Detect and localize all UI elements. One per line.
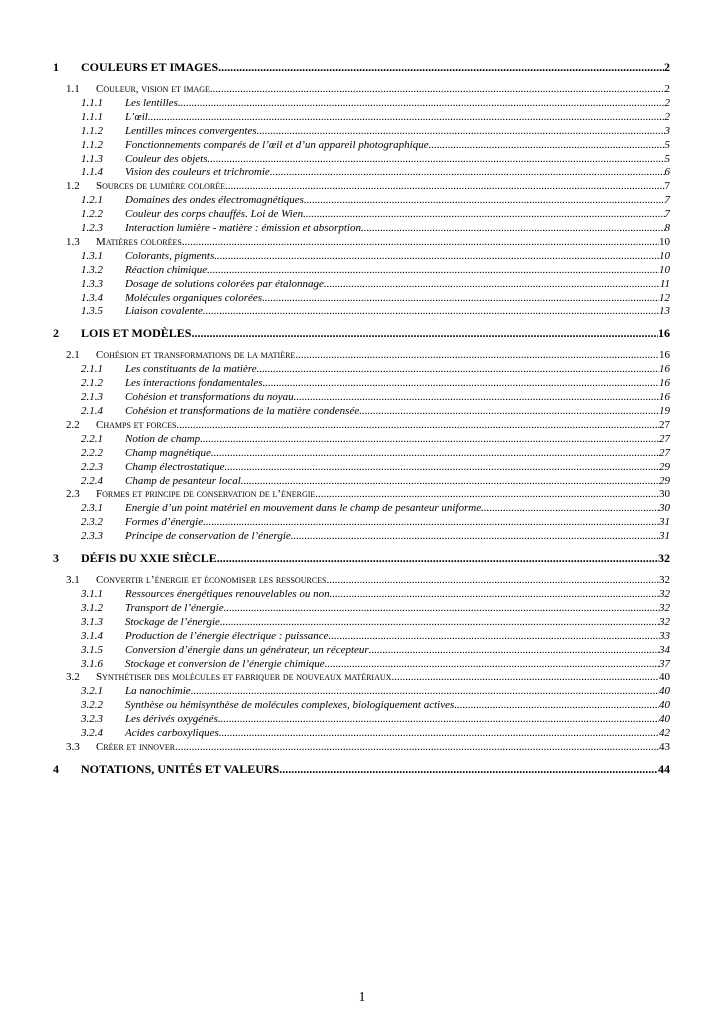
toc-entry-page[interactable]: 7 (664, 180, 670, 193)
toc-entry-number: 1 (53, 60, 59, 74)
toc-entry-title[interactable]: Les lentilles (125, 96, 178, 109)
toc-entry-number: 3.1.1 (81, 588, 103, 600)
toc-entry[interactable] (0, 277, 724, 291)
dot-leader (203, 515, 659, 529)
dot-leader (329, 629, 659, 643)
toc-entry-page[interactable]: 32 (659, 588, 670, 600)
dot-leader (454, 698, 659, 712)
dot-leader (304, 193, 665, 207)
toc-entry-title[interactable]: Les constituants de la matière (125, 363, 257, 376)
toc-entry-number: 1.3.3 (81, 277, 103, 290)
toc-entry-title[interactable]: Acides carboxyliques (125, 727, 219, 739)
dot-leader (175, 740, 659, 754)
toc-entry-title[interactable]: Stockage et conversion de l’énergie chimique (125, 657, 325, 670)
toc-entry-title[interactable]: Notion de champ (125, 432, 201, 445)
toc-entry-number: 3.1.6 (81, 657, 103, 670)
toc-entry[interactable] (0, 573, 724, 587)
toc-entry-line (81, 762, 670, 776)
toc-entry-line (96, 487, 670, 501)
toc-entry-page[interactable]: 33 (659, 629, 670, 642)
toc-entry-number: 2.2.3 (81, 460, 103, 473)
toc-entry-number: 3 (53, 551, 59, 566)
dot-leader (325, 657, 659, 671)
toc-entry[interactable] (0, 446, 724, 460)
toc-entry-number: 4 (53, 761, 59, 776)
toc-entry-page[interactable]: 16 (659, 349, 670, 362)
toc-entry[interactable] (0, 643, 724, 657)
toc-entry-number: 1.1.1 (81, 96, 103, 109)
toc-entry-line (96, 740, 670, 754)
dot-leader (303, 207, 664, 221)
toc-entry-page[interactable]: 32 (658, 551, 670, 566)
toc-entry-title[interactable]: Liaison covalente (125, 305, 203, 318)
toc-entry-page[interactable]: 44 (658, 761, 670, 776)
toc-entry-title[interactable]: Conversion d’énergie dans un générateur, un récepteur (125, 643, 369, 656)
dot-leader (330, 587, 659, 601)
toc-entry-line (125, 601, 670, 615)
toc-entry-line (125, 474, 670, 488)
toc-entry[interactable] (0, 82, 724, 96)
toc-entry-page[interactable]: 3 (664, 124, 670, 137)
dot-leader (217, 551, 658, 565)
toc-entry-title[interactable]: Créer et innover (96, 740, 176, 753)
toc-entry-number: 1.2.2 (81, 208, 103, 221)
toc-entry-page[interactable]: 40 (659, 699, 670, 712)
toc-entry-title[interactable]: Cohésion et transformations de la matière condensée (125, 405, 360, 417)
toc-entry-number: 1.3.4 (81, 291, 103, 304)
toc-entry-line (125, 529, 670, 543)
toc-entry-title[interactable]: Champs et forces (96, 418, 177, 431)
toc-entry-line (125, 263, 670, 277)
dot-leader (391, 670, 659, 684)
toc-entry-number: 1.1 (66, 83, 80, 95)
toc-entry-title[interactable]: Transport de l’énergie (125, 601, 224, 614)
toc-entry-page[interactable]: 7 (664, 194, 670, 207)
dot-leader (327, 573, 660, 587)
dot-leader (241, 474, 659, 488)
toc-entry-line (96, 670, 670, 684)
toc-entry-number: 3.2 (66, 671, 80, 684)
toc-entry[interactable] (0, 193, 724, 207)
toc-entry[interactable] (0, 221, 724, 235)
toc-entry-line (125, 362, 670, 376)
toc-entry-line (125, 110, 670, 124)
toc-entry-page[interactable]: 30 (659, 502, 670, 515)
dot-leader (270, 165, 665, 179)
toc-entry[interactable] (0, 291, 724, 305)
dot-leader (176, 418, 659, 432)
toc-entry-line (125, 629, 670, 643)
toc-entry[interactable] (0, 474, 724, 488)
dot-leader (191, 684, 659, 698)
toc-entry-number: 3.1.2 (81, 601, 103, 614)
toc-entry[interactable] (0, 515, 724, 529)
toc-entry-title[interactable]: Les interactions fondamentales (125, 377, 263, 390)
dot-leader (294, 390, 659, 404)
toc-entry-number: 2.3.2 (81, 516, 103, 529)
toc-entry[interactable] (0, 390, 724, 404)
toc-entry-line (125, 657, 670, 671)
toc-entry-number: 2.3 (66, 488, 80, 501)
dot-leader (369, 643, 659, 657)
toc-entry-line (125, 193, 670, 207)
toc-entry[interactable] (0, 207, 724, 221)
toc-entry[interactable] (0, 587, 724, 601)
toc-entry-number: 3.2.2 (81, 699, 103, 712)
toc-entry-number: 1.1.3 (81, 152, 103, 165)
toc-entry[interactable] (0, 249, 724, 263)
dot-leader (262, 291, 659, 305)
toc-entry[interactable] (0, 712, 724, 726)
toc-entry[interactable] (0, 179, 724, 193)
toc-entry-line (125, 501, 670, 515)
toc-entry-line (125, 587, 670, 601)
toc-entry-page[interactable]: 5 (664, 138, 670, 151)
toc-entry-page[interactable]: 29 (659, 460, 670, 473)
toc-entry-line (125, 291, 670, 305)
toc-entry-page[interactable]: 31 (659, 516, 670, 529)
toc-entry-title[interactable]: Lentilles minces convergentes (125, 124, 257, 137)
toc-entry-number: 2.2.2 (81, 446, 103, 459)
toc-entry-page[interactable]: 7 (664, 208, 670, 221)
toc-entry-page[interactable]: 34 (659, 643, 670, 656)
dot-leader (207, 263, 659, 277)
dot-leader (208, 152, 665, 166)
toc-entry-line (125, 138, 670, 152)
toc-entry-number: 1.1.4 (81, 166, 103, 179)
toc-entry-title[interactable]: Convertir l’énergie et économiser les ressources (96, 574, 327, 587)
toc-entry-line (81, 551, 670, 565)
toc-entry-page[interactable]: 10 (659, 235, 670, 248)
toc-entry[interactable] (0, 138, 724, 152)
toc-entry-line (96, 179, 670, 193)
toc-entry-number: 2.2.1 (81, 432, 103, 445)
toc-entry-title[interactable]: Domaines des ondes électromagnétiques (125, 194, 304, 207)
dot-leader (315, 487, 659, 501)
toc-entry-number: 3.2.1 (81, 685, 103, 698)
toc-entry[interactable] (0, 670, 724, 684)
toc-entry-number: 3.1.5 (81, 643, 103, 656)
toc-entry-line (125, 515, 670, 529)
toc-entry[interactable] (0, 762, 724, 776)
toc-entry-title[interactable]: Champ électrostatique (125, 460, 225, 473)
toc-entry[interactable] (0, 529, 724, 543)
toc-entry-page[interactable]: 13 (659, 305, 670, 318)
dot-leader (182, 235, 659, 249)
toc-entry-title[interactable]: Stockage de l’énergie (125, 615, 220, 628)
toc-entry-number: 1.3 (66, 235, 80, 248)
toc-entry-number: 3.2.4 (81, 727, 103, 739)
toc-entry-number: 3.2.3 (81, 713, 103, 726)
toc-entry-title[interactable]: Réaction chimique (125, 263, 208, 276)
toc-entry-page[interactable]: 29 (659, 474, 670, 487)
toc-entry-number: 1.2.1 (81, 194, 103, 207)
dot-leader (225, 460, 660, 474)
toc-entry-title[interactable]: Cohésion et transformations de la matière (96, 349, 296, 362)
toc-entry-page[interactable]: 43 (659, 740, 670, 753)
toc-entry-line (125, 643, 670, 657)
toc-entry-number: 1.1.1 (81, 110, 103, 123)
dot-leader (219, 726, 659, 740)
dot-leader (295, 348, 659, 362)
toc-entry-page[interactable]: 2 (664, 60, 670, 74)
toc-entry-title[interactable]: NOTATIONS, UNITÉS ET VALEURS (81, 761, 280, 776)
dot-leader (178, 96, 665, 110)
toc-entry-number: 1.3.5 (81, 305, 103, 318)
toc-entry-page[interactable]: 32 (659, 615, 670, 628)
toc-entry-page[interactable]: 6 (664, 166, 670, 179)
toc-entry-page[interactable]: 19 (659, 405, 670, 417)
toc-entry-line (125, 698, 670, 712)
toc-entry-page[interactable]: 27 (659, 432, 670, 445)
toc-entry[interactable] (0, 615, 724, 629)
dot-leader (324, 277, 660, 291)
toc-entry-page[interactable]: 40 (659, 685, 670, 698)
toc-entry-line (125, 124, 670, 138)
toc-entry-number: 3.1.4 (81, 629, 103, 642)
toc-entry-line (125, 615, 670, 629)
toc-entry-page[interactable]: 10 (659, 263, 670, 276)
toc-entry[interactable] (0, 152, 724, 166)
dot-leader (218, 60, 664, 74)
toc-entry[interactable] (0, 726, 724, 740)
toc-entry-title[interactable]: Couleur des corps chauffés. Loi de Wien (125, 208, 304, 221)
toc-entry-title[interactable]: Dosage de solutions colorées par étalonnage (125, 277, 324, 290)
dot-leader (200, 432, 659, 446)
toc-entry-line (125, 404, 670, 418)
toc-entry-title[interactable]: Formes et principe de conservation de l’énergie (96, 488, 316, 501)
toc-entry-page[interactable]: 16 (659, 363, 670, 376)
toc-entry[interactable] (0, 551, 724, 565)
dot-leader (291, 529, 659, 543)
toc-entry-title[interactable]: Fonctionnements comparés de l’œil et d’un appareil photographique (125, 138, 429, 151)
toc-entry-page[interactable]: 31 (659, 530, 670, 543)
dot-leader (220, 615, 659, 629)
dot-leader (210, 82, 665, 96)
toc-entry-line (125, 221, 670, 235)
toc-entry-line (125, 249, 670, 263)
toc-entry-number: 1.2.3 (81, 222, 103, 234)
toc-entry-title[interactable]: Couleur, vision et image (96, 83, 210, 95)
toc-entry[interactable] (0, 657, 724, 671)
toc-entry-title[interactable]: Matières colorées (96, 235, 182, 248)
toc-entry-title[interactable]: DÉFIS DU XXIE SIÈCLE (81, 551, 217, 566)
toc-entry-page[interactable]: 40 (659, 671, 670, 684)
toc-entry-number: 2.1.1 (81, 363, 103, 376)
toc-entry-page[interactable]: 30 (659, 488, 670, 501)
toc-entry-page[interactable]: 16 (659, 391, 670, 404)
toc-entry-page[interactable]: 5 (664, 152, 670, 165)
toc-entry-number: 3.3 (66, 740, 80, 753)
toc-entry-page[interactable]: 16 (659, 377, 670, 390)
toc-entry-number: 2.3.3 (81, 530, 103, 543)
toc-entry-title[interactable]: Formes d’énergie (125, 516, 204, 529)
toc-entry-title[interactable]: Interaction lumière - matière : émission et absorption (125, 222, 361, 234)
toc-entry-title[interactable]: Vision des couleurs et trichromie (125, 166, 270, 179)
toc-entry-page[interactable]: 27 (659, 446, 670, 459)
toc-entry-title[interactable]: Ressources énergétiques renouvelables ou non (125, 588, 330, 600)
toc-entry[interactable] (0, 124, 724, 138)
dot-leader (481, 501, 659, 515)
toc-entry[interactable] (0, 263, 724, 277)
toc-entry-number: 2.2 (66, 418, 80, 431)
toc-entry-title[interactable]: Colorants, pigments (125, 249, 215, 262)
toc-entry-page[interactable]: 2 (664, 96, 670, 109)
toc-entry[interactable] (0, 362, 724, 376)
dot-leader (279, 762, 658, 776)
dot-leader (218, 712, 659, 726)
toc-entry-line (125, 277, 670, 291)
toc-entry-page[interactable]: 8 (664, 222, 670, 234)
toc-entry-number: 2.1.3 (81, 391, 103, 404)
dot-leader (361, 221, 665, 235)
toc-entry-number: 2.2.4 (81, 474, 103, 487)
page-number: 1 (358, 990, 366, 1005)
dot-leader (224, 601, 659, 615)
toc-entry-page[interactable]: 42 (659, 727, 670, 739)
toc-entry-title[interactable]: Production de l’énergie électrique : puissance (125, 629, 329, 642)
toc-entry-line (96, 348, 670, 362)
toc-entry[interactable] (0, 601, 724, 615)
toc-entry-line (125, 165, 670, 179)
toc-entry[interactable] (0, 418, 724, 432)
toc-entry-number: 3.1.3 (81, 615, 103, 628)
toc-entry-title[interactable]: Principe de conservation de l’énergie (125, 530, 291, 543)
toc-entry-number: 1.3.2 (81, 263, 103, 276)
toc-entry-page[interactable]: 32 (659, 601, 670, 614)
dot-leader (429, 138, 665, 152)
toc-entry-number: 2 (53, 326, 59, 341)
toc-entry-number: 1.1.2 (81, 138, 103, 151)
toc-entry[interactable] (0, 460, 724, 474)
toc-entry-page[interactable]: 2 (664, 110, 670, 123)
toc-entry[interactable] (0, 110, 724, 124)
toc-entry-line (125, 207, 670, 221)
toc-entry-line (125, 376, 670, 390)
toc-entry-page[interactable]: 10 (659, 249, 670, 262)
toc-entry-line (125, 712, 670, 726)
toc-entry[interactable] (0, 304, 724, 318)
toc-entry[interactable] (0, 60, 724, 74)
toc-entry-number: 2.1.2 (81, 377, 103, 390)
dot-leader (263, 376, 660, 390)
toc-entry-title[interactable]: Champ magnétique (125, 446, 211, 459)
toc-entry-title[interactable]: Cohésion et transformations du noyau (125, 391, 294, 404)
toc-entry-title[interactable]: Synthétiser des molécules et fabriquer de nouveaux matériaux (96, 671, 392, 684)
toc-entry[interactable] (0, 96, 724, 110)
toc-entry[interactable] (0, 698, 724, 712)
toc-entry[interactable] (0, 740, 724, 754)
toc-entry-line (81, 60, 670, 74)
toc-entry-line (125, 304, 670, 318)
toc-entry[interactable] (0, 501, 724, 515)
dot-leader (203, 304, 659, 318)
toc-entry-title[interactable]: La nanochimie (125, 685, 191, 698)
toc-entry-line (125, 152, 670, 166)
dot-leader (211, 446, 659, 460)
toc-entry-line (81, 326, 670, 340)
toc-entry-line (96, 418, 670, 432)
toc-entry-title[interactable]: Sources de lumière colorée (96, 180, 226, 193)
dot-leader (257, 362, 659, 376)
toc-entry-title[interactable]: L’œil (125, 110, 148, 123)
dot-leader (359, 404, 659, 418)
toc-entry-title[interactable]: Energie d’un point matériel en mouvement dans le champ de pesanteur uniforme (125, 502, 482, 515)
toc-entry[interactable] (0, 326, 724, 340)
toc-entry-title[interactable]: LOIS ET MODÈLES (81, 326, 192, 341)
toc-entry-page[interactable]: 27 (659, 418, 670, 431)
toc-entry-page[interactable]: 11 (659, 277, 670, 290)
toc-entry-line (125, 460, 670, 474)
dot-leader (148, 110, 665, 124)
toc-entry-page[interactable]: 2 (664, 83, 670, 95)
toc-entry-line (125, 390, 670, 404)
toc-entry-number: 2.3.1 (81, 502, 103, 515)
toc-entry-number: 1.2 (66, 180, 80, 193)
toc-entry-title[interactable]: Les dérivés oxygénés (125, 713, 218, 726)
dot-leader (225, 179, 664, 193)
toc-entry-title[interactable]: Molécules organiques colorées (125, 291, 263, 304)
toc-entry-number: 3.1 (66, 574, 80, 587)
dot-leader (191, 326, 658, 340)
toc-entry-number: 2.1.4 (81, 405, 103, 417)
toc-entry-line (125, 96, 670, 110)
toc-entry-number: 1.3.1 (81, 249, 103, 262)
toc-entry-page[interactable]: 16 (658, 326, 670, 341)
toc-entry[interactable] (0, 165, 724, 179)
dot-leader (214, 249, 659, 263)
toc-entry[interactable] (0, 235, 724, 249)
toc-entry[interactable] (0, 684, 724, 698)
toc-entry[interactable] (0, 629, 724, 643)
toc-entry-line (125, 726, 670, 740)
toc-entry-page[interactable]: 12 (659, 291, 670, 304)
toc-entry-page[interactable]: 37 (659, 657, 670, 670)
toc-entry-title[interactable]: COULEURS ET IMAGES (81, 60, 219, 74)
toc-entry-line (125, 432, 670, 446)
toc-entry[interactable] (0, 487, 724, 501)
toc-entry-title[interactable]: Synthèse ou hémisynthèse de molécules complexes, biologiquement actives (125, 699, 455, 712)
toc-entry-line (125, 446, 670, 460)
toc-entry[interactable] (0, 376, 724, 390)
toc-entry[interactable] (0, 432, 724, 446)
toc-entry-page[interactable]: 32 (659, 574, 670, 587)
toc-entry-line (125, 684, 670, 698)
toc-entry-page[interactable]: 40 (659, 713, 670, 726)
toc-entry-number: 2.1 (66, 349, 80, 362)
toc-entry-line (96, 573, 670, 587)
toc-entry[interactable] (0, 404, 724, 418)
toc-entry-number: 1.1.2 (81, 124, 103, 137)
toc-entry-line (96, 235, 670, 249)
toc-entry-title[interactable]: Couleur des objets (125, 152, 208, 165)
toc-entry-line (96, 82, 670, 96)
dot-leader (257, 124, 665, 138)
toc-entry-title[interactable]: Champ de pesanteur local (125, 474, 241, 487)
toc-entry[interactable] (0, 348, 724, 362)
